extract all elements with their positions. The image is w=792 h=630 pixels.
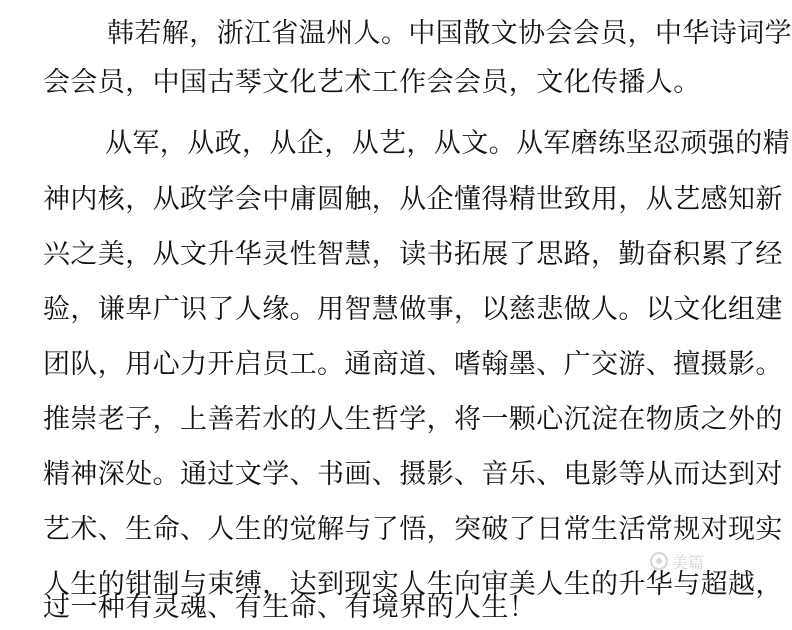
paragraph-2-line-9: 人生的钳制与束缚，达到现实人生向审美人生的升华与超越，	[43, 569, 783, 600]
paragraph-2-line-5: 团队，用心力开启员工。通商道、嗜翰墨、广交游、擅摄影。	[43, 349, 783, 380]
meipian-logo-icon	[650, 552, 668, 570]
paragraph-2-line-4: 验，谦卑广识了人缘。用智慧做事，以慈悲做人。以文化组建	[43, 294, 783, 325]
paragraph-1-line-1: 韩若解，浙江省温州人。中国散文协会会员，中华诗词学	[107, 18, 792, 49]
paragraph-2-line-8: 艺术、生命、人生的觉解与了悟，突破了日常生活常规对现实	[43, 514, 783, 545]
paragraph-2-line-3: 兴之美，从文升华灵性智慧，读书拓展了思路，勤奋积累了经	[43, 239, 783, 270]
paragraph-2-line-10: 过一种有灵魂、有生命、有境界的人生！	[43, 592, 537, 623]
paragraph-2-line-2: 神内核，从政学会中庸圆触，从企懂得精世致用，从艺感知新	[43, 184, 783, 215]
watermark-text: 美篇	[672, 552, 705, 572]
watermark	[650, 546, 704, 576]
paragraph-1-line-2: 会会员，中国古琴文化艺术工作会会员，文化传播人。	[43, 67, 701, 98]
paragraph-2-line-6: 推崇老子，上善若水的人生哲学，将一颗心沉淀在物质之外的	[43, 404, 783, 435]
paragraph-2-line-1: 从军，从政，从企，从艺，从文。从军磨练坚忍顽强的精	[105, 128, 790, 159]
paragraph-2-line-7: 精神深处。通过文学、书画、摄影、音乐、电影等从而达到对	[43, 459, 783, 490]
